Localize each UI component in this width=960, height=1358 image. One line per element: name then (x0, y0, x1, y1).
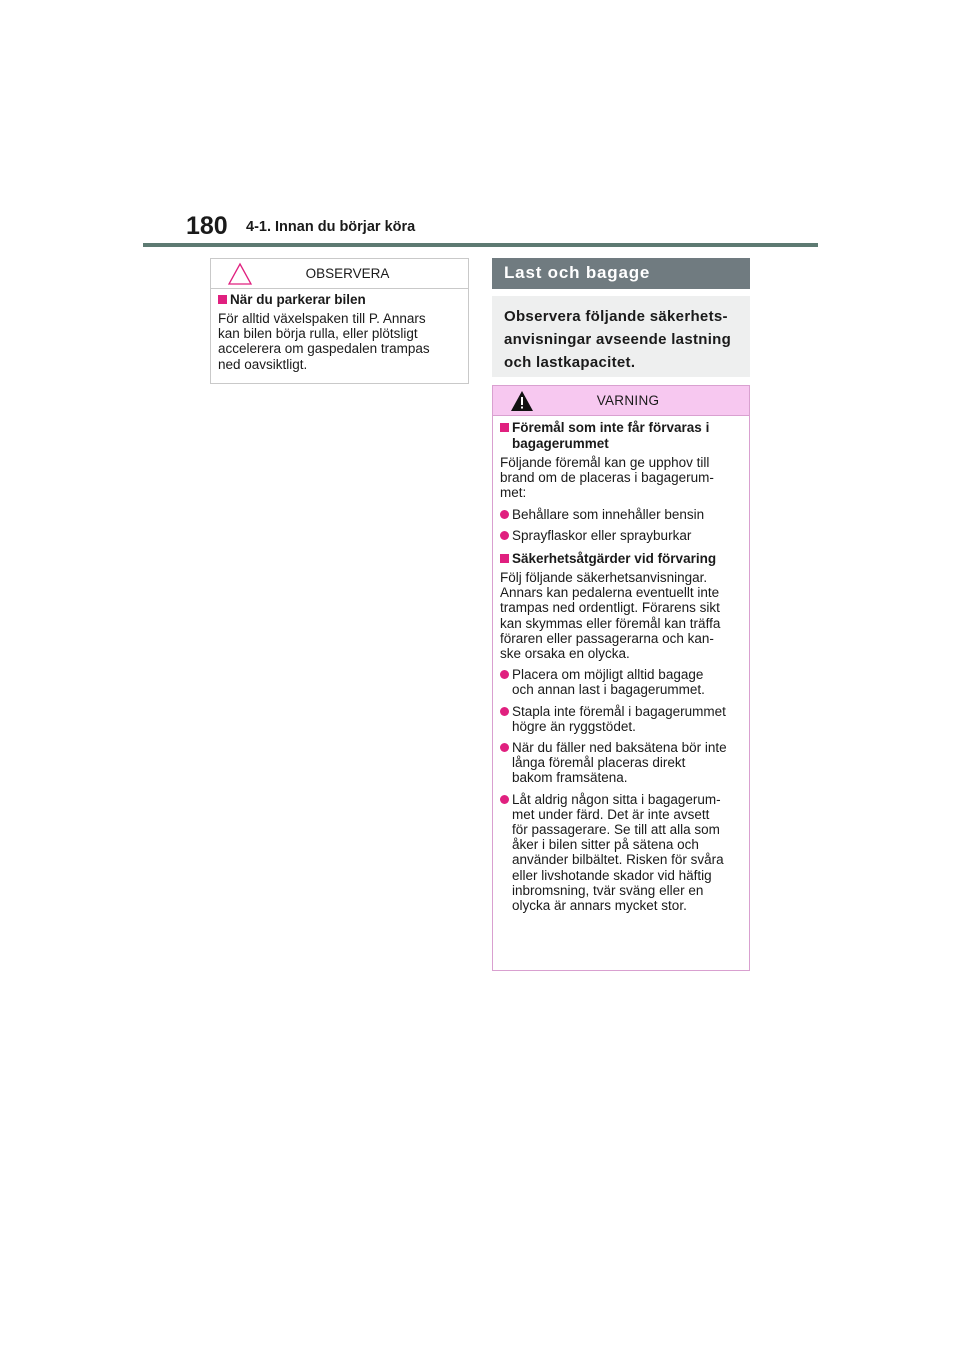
text-line: långa föremål placeras direkt (512, 755, 686, 771)
text-line: använder bilbältet. Risken för svåra (512, 852, 724, 868)
notice-heading (218, 292, 462, 308)
text-line: accelerera om gaspedalen trampas (218, 341, 430, 357)
round-bullet-icon (500, 510, 509, 519)
intro-text (504, 305, 740, 374)
text-line: met under färd. Det är inte avsett (512, 806, 710, 822)
text-line: Sprayflaskor eller sprayburkar (512, 527, 692, 543)
warning-box (492, 385, 750, 971)
round-bullet-icon (500, 707, 509, 716)
text-line: och annan last i bagagerummet. (512, 682, 705, 698)
text-line: bagagerummet (512, 436, 609, 451)
text-line: åker i bilen sitter på sätena och (512, 837, 699, 853)
warning-text-2 (500, 570, 742, 661)
warning-title: VARNING (596, 393, 660, 408)
text-line: Behållare som innehåller bensin (512, 506, 705, 522)
text-line: trampas ned ordentligt. Förarens sikt (500, 600, 720, 616)
bullet-item (500, 528, 742, 543)
round-bullet-icon (500, 795, 509, 804)
chapter-title: 4-1. Innan du börjar köra (246, 219, 416, 235)
warning-heading-1 (500, 420, 742, 452)
text-line: anvisningar avseende lastning (504, 331, 732, 348)
square-bullet-icon (500, 554, 509, 563)
warning-text-1 (500, 455, 742, 501)
warning-heading-1-text (512, 420, 742, 452)
text-line: eller livshotande skador vid häftig (512, 867, 712, 883)
text-line: När du fäller ned baksätena bör inte (512, 740, 727, 756)
warning-header (493, 386, 749, 416)
warning-body (493, 416, 749, 913)
text-line: och lastkapacitet. (504, 354, 636, 371)
text-line: ske orsaka en olycka. (500, 646, 630, 662)
bullet-item (500, 704, 742, 734)
warning-heading-2 (500, 551, 742, 567)
text-line: bakom framsätena. (512, 770, 628, 786)
text-line: brand om de placeras i bagagerum- (500, 470, 714, 486)
square-bullet-icon (218, 295, 227, 304)
round-bullet-icon (500, 531, 509, 540)
text-line: Annars kan pedalerna eventuellt inte (500, 585, 720, 601)
text-line: kan skymmas eller föremål kan träffa (500, 615, 721, 631)
text-line: Låt aldrig någon sitta i bagagerum- (512, 791, 721, 807)
section-banner (492, 258, 750, 289)
notice-heading-text: När du parkerar bilen (230, 292, 366, 307)
text-line: Placera om möjligt alltid bagage (512, 667, 704, 683)
bullet-item (500, 667, 742, 697)
text-line: Följande föremål kan ge upphov till (500, 455, 710, 470)
notice-header (211, 259, 468, 289)
notice-body (211, 289, 468, 372)
notice-box (210, 258, 469, 384)
bullet-item (500, 792, 742, 914)
notice-text (218, 311, 462, 372)
text-line: Stapla inte föremål i bagagerummet (512, 703, 726, 719)
text-line: För alltid växelspaken till P. Annars (218, 311, 426, 326)
bullet-item (500, 507, 742, 522)
text-line: ned oavsiktligt. (218, 356, 308, 372)
header-rule (143, 243, 818, 247)
round-bullet-icon (500, 743, 509, 752)
warning-bullets-2 (500, 667, 742, 913)
text-line: Föremål som inte får förvaras i (512, 420, 710, 435)
text-line: inbromsning, tvär sväng eller en (512, 882, 704, 898)
page-number: 180 (186, 212, 228, 240)
intro-box (492, 296, 750, 377)
bullet-item (500, 740, 742, 786)
text-line: Säkerhetsåtgärder vid förvaring (512, 551, 717, 567)
text-line: Observera följande säkerhets- (504, 308, 728, 325)
warning-bullets-1 (500, 507, 742, 543)
round-bullet-icon (500, 670, 509, 679)
text-line: olycka är annars mycket stor. (512, 898, 687, 914)
text-line: högre än ryggstödet. (512, 718, 636, 734)
text-line: för passagerare. Se till att alla som (512, 822, 720, 838)
text-line: föraren eller passagerarna och kan- (500, 630, 714, 646)
square-bullet-icon (500, 423, 509, 432)
notice-title: OBSERVERA (305, 266, 390, 281)
section-title: Last och bagage (504, 263, 651, 282)
text-line: Följ följande säkerhetsanvisningar. (500, 570, 708, 586)
text-line: met: (500, 485, 527, 501)
warning-heading-2-text (512, 551, 742, 567)
text-line: kan bilen börja rulla, eller plötsligt (218, 326, 418, 342)
